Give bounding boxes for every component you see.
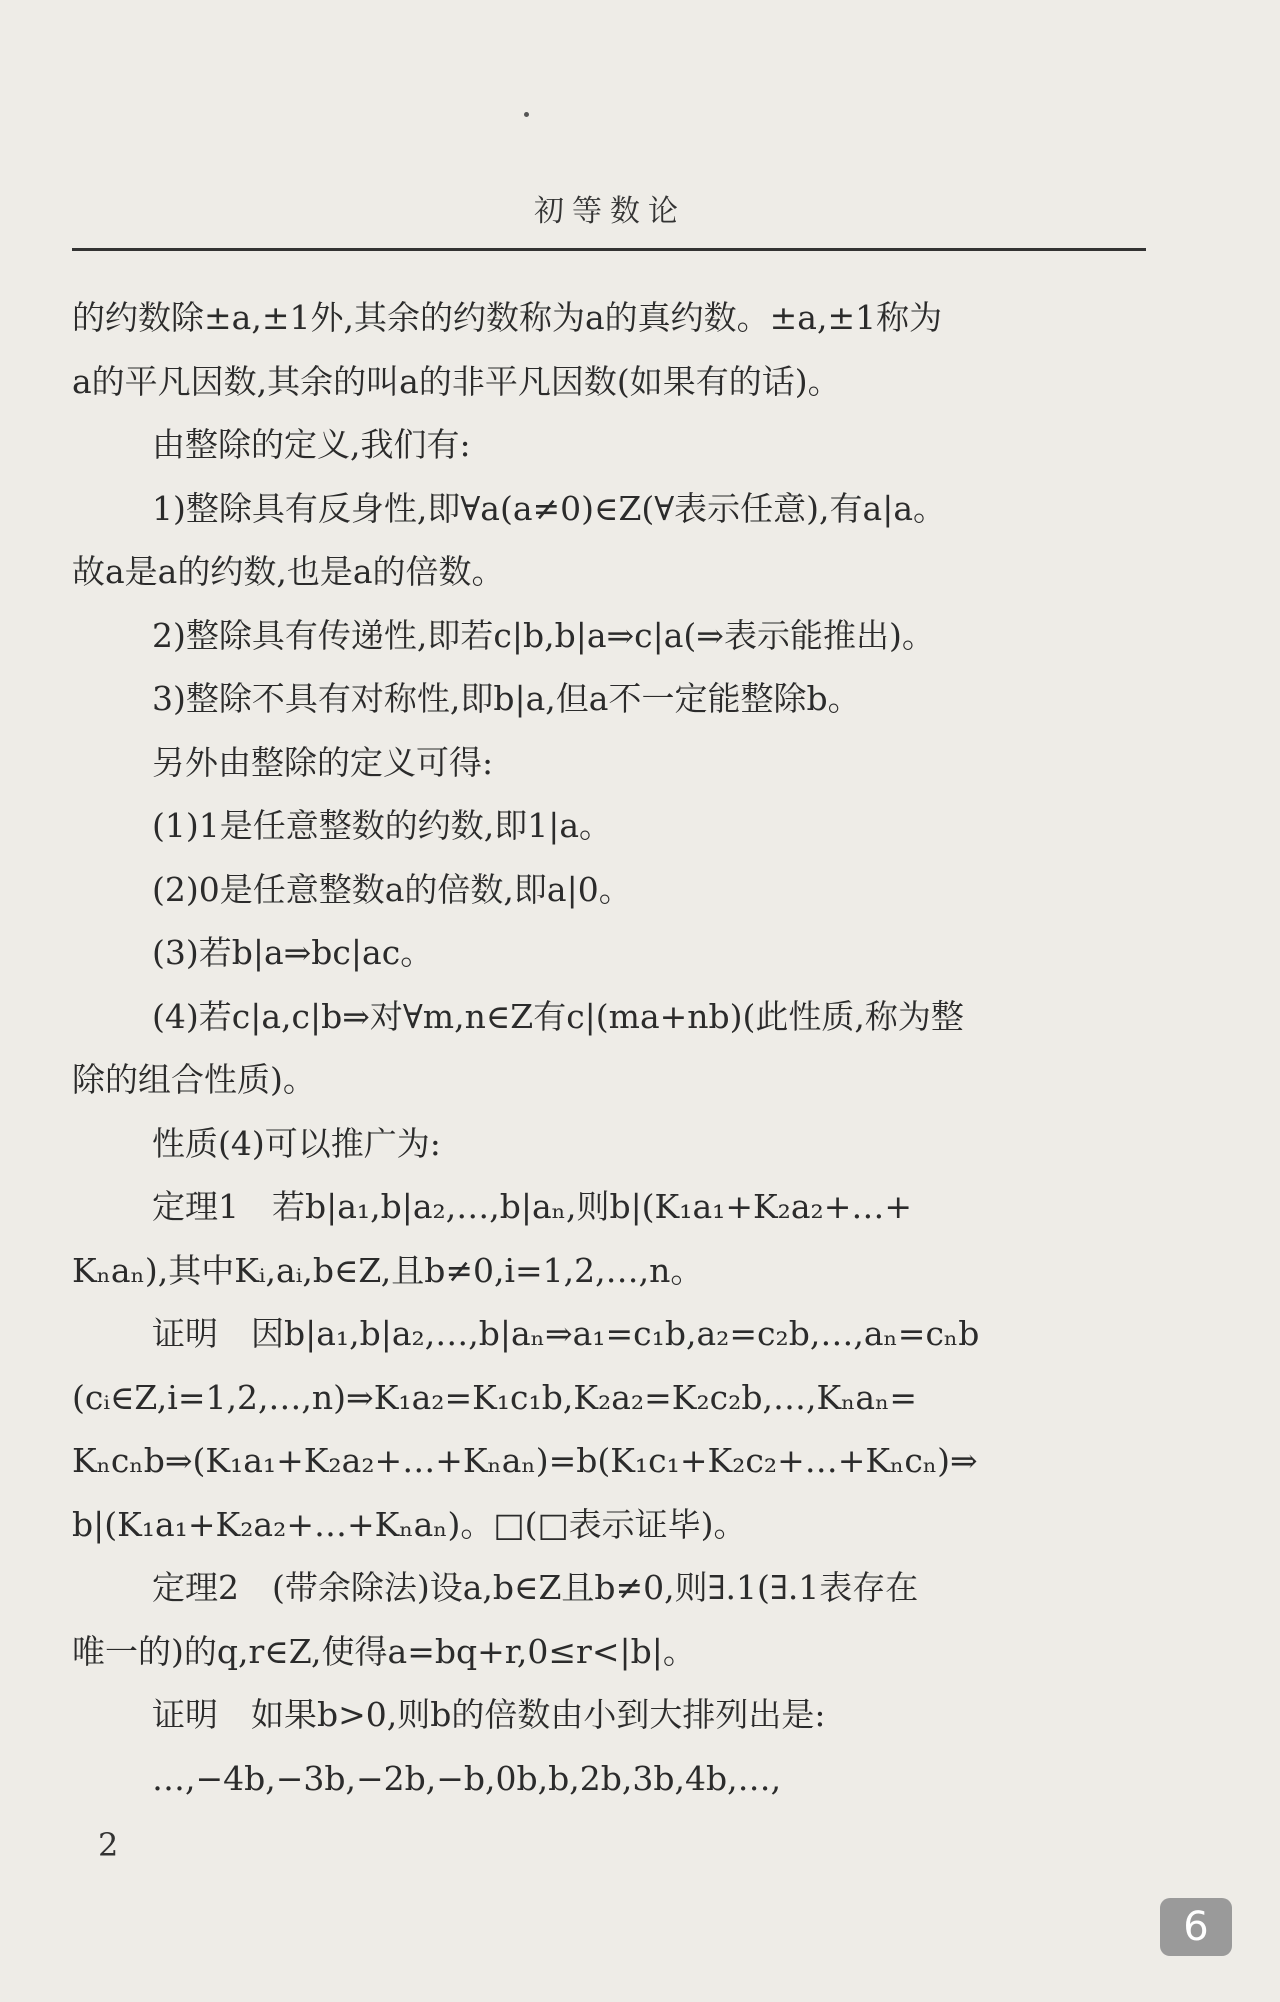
text-line: 2)整除具有传递性,即若c|b,b|a⇒c|a(⇒表示能推出)。: [152, 615, 935, 655]
text-line: (3)若b|a⇒bc|ac。: [152, 933, 434, 972]
text-line: 的约数除±a,±1外,其余的约数称为a的真约数。±a,±1称为: [72, 298, 943, 337]
body-text: [72, 286, 1146, 1810]
proof-line: 证明 如果b>0,则b的倍数由小到大排列出是:: [152, 1695, 826, 1734]
page-badge: 6: [1160, 1898, 1232, 1956]
text-line: 除的组合性质)。: [72, 1060, 316, 1099]
running-header: 初等数论: [534, 194, 686, 229]
text-line: 另外由整除的定义可得:: [152, 742, 494, 782]
text-line: a的平凡因数,其余的叫a的非平凡因数(如果有的话)。: [72, 361, 841, 401]
text-line: 故a是a的约数,也是a的倍数。: [72, 552, 505, 591]
header-rule: [72, 248, 1146, 251]
text-line: 3)整除不具有对称性,即b|a,但a不一定能整除b。: [152, 679, 861, 718]
text-line: b|(K₁a₁+K₂a₂+…+Kₙaₙ)。□(□表示证毕)。: [72, 1504, 747, 1544]
theorem-2-line: 定理2 (带余除法)设a,b∈Z且b≠0,则∃.1(∃.1表存在: [152, 1568, 919, 1607]
proof-line: 证明 因b|a₁,b|a₂,…,b|aₙ⇒a₁=c₁b,a₂=c₂b,…,aₙ=cₙb: [152, 1314, 980, 1353]
text-line: (4)若c|a,c|b⇒对∀m,n∈Z有c|(ma+nb)(此性质,称为整: [152, 996, 964, 1036]
text-line: 性质(4)可以推广为:: [152, 1123, 441, 1163]
text-line: (1)1是任意整数的约数,即1|a。: [152, 806, 613, 845]
page-number: 2: [98, 1826, 119, 1864]
text-line: 由整除的定义,我们有:: [152, 425, 471, 464]
theorem-1-line: 定理1 若b|a₁,b|a₂,…,b|aₙ,则b|(K₁a₁+K₂a₂+…+: [152, 1187, 913, 1226]
page-speck: [524, 112, 529, 117]
text-line: (2)0是任意整数a的倍数,即a|0。: [152, 869, 632, 909]
text-line: 1)整除具有反身性,即∀a(a≠0)∈Z(∀表示任意),有a|a。: [152, 488, 946, 528]
text-line: …,−4b,−3b,−2b,−b,0b,b,2b,3b,4b,…,: [152, 1758, 782, 1798]
text-line: (cᵢ∈Z,i=1,2,…,n)⇒K₁a₂=K₁c₁b,K₂a₂=K₂c₂b,…,Kₙaₙ=: [72, 1377, 918, 1417]
text-line: Kₙcₙb⇒(K₁a₁+K₂a₂+…+Kₙaₙ)=b(K₁c₁+K₂c₂+…+Kₙcₙ)⇒: [72, 1441, 978, 1480]
text-line: 唯一的)的q,r∈Z,使得a=bq+r,0≤r<|b|。: [72, 1631, 696, 1671]
text-line: Kₙaₙ),其中Kᵢ,aᵢ,b∈Z,且b≠0,i=1,2,…,n。: [72, 1250, 704, 1290]
